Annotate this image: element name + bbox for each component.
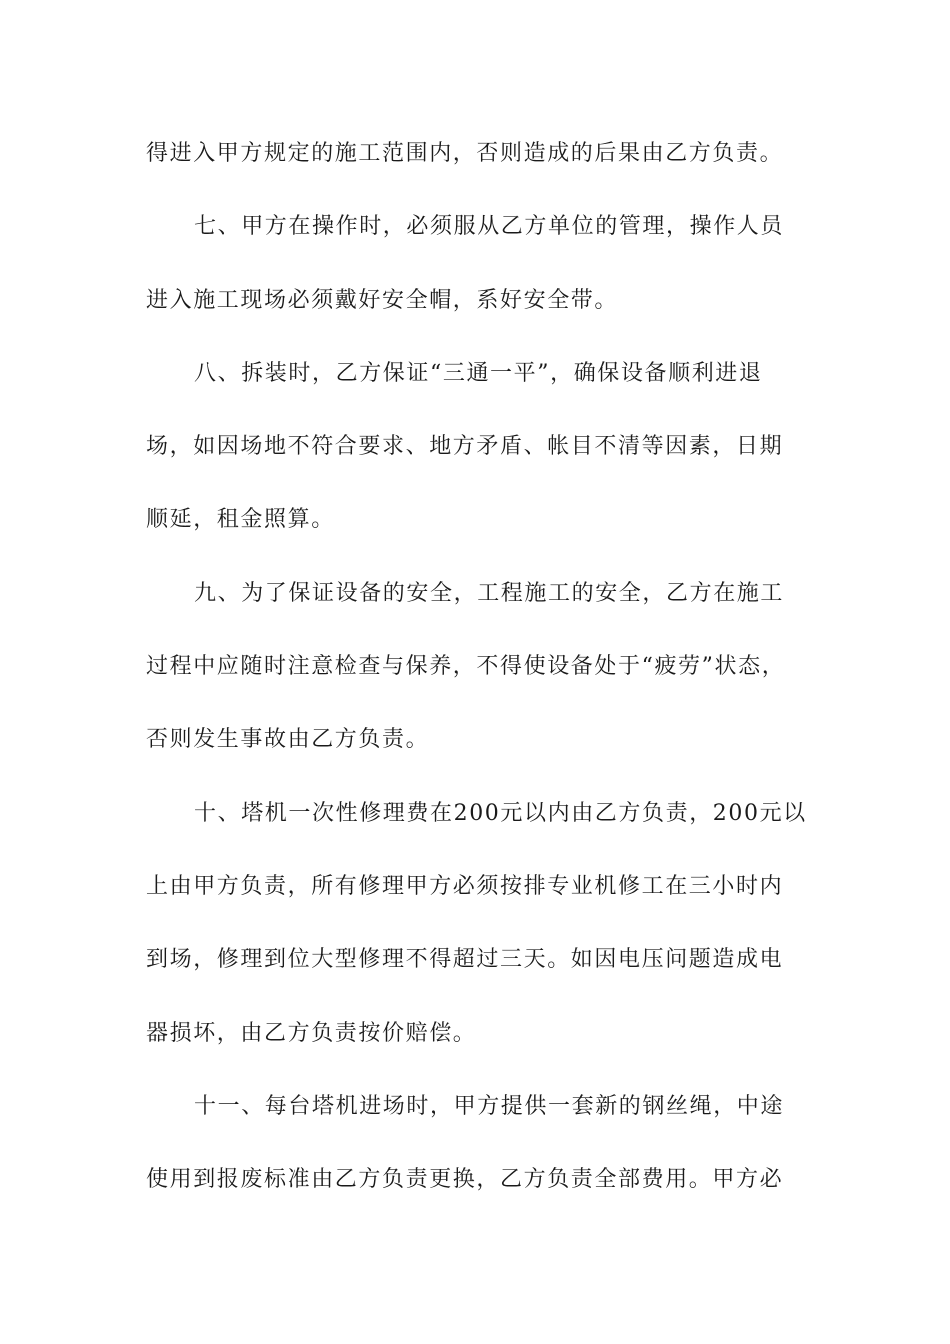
text-line: 场，如因场地不符合要求、地方矛盾、帐目不清等因素，日期 bbox=[146, 434, 784, 460]
text-line: 否则发生事故由乙方负责。 bbox=[146, 727, 430, 753]
clause-10-line: 十、塔机一次性修理费在200元以内由乙方负责，200元以 bbox=[194, 800, 807, 826]
text-line: 到场，修理到位大型修理不得超过三天。如因电压问题造成电 bbox=[146, 947, 784, 973]
clause-9-line: 九、为了保证设备的安全，工程施工的安全，乙方在施工 bbox=[194, 580, 785, 606]
text-line: 使用到报废标准由乙方负责更换，乙方负责全部费用。甲方必 bbox=[146, 1167, 784, 1193]
text-line: 顺延，租金照算。 bbox=[146, 507, 335, 533]
clause-7-line: 七、甲方在操作时，必须服从乙方单位的管理，操作人员 bbox=[194, 214, 785, 240]
text-line: 器损坏，由乙方负责按价赔偿。 bbox=[146, 1020, 477, 1046]
text-line: 过程中应随时注意检查与保养，不得使设备处于“疲劳”状态， bbox=[146, 654, 786, 680]
clause-11-line: 十一、每台塔机进场时，甲方提供一套新的钢丝绳，中途 bbox=[194, 1093, 785, 1119]
clause-8-line: 八、拆装时，乙方保证“三通一平”，确保设备顺利进退 bbox=[194, 360, 763, 386]
document-body bbox=[146, 117, 806, 1216]
text-line: 得进入甲方规定的施工范围内，否则造成的后果由乙方负责。 bbox=[146, 141, 784, 166]
text-line: 进入施工现场必须戴好安全帽，系好安全带。 bbox=[146, 287, 619, 313]
text-line: 上由甲方负责，所有修理甲方必须按排专业机修工在三小时内 bbox=[146, 873, 784, 899]
